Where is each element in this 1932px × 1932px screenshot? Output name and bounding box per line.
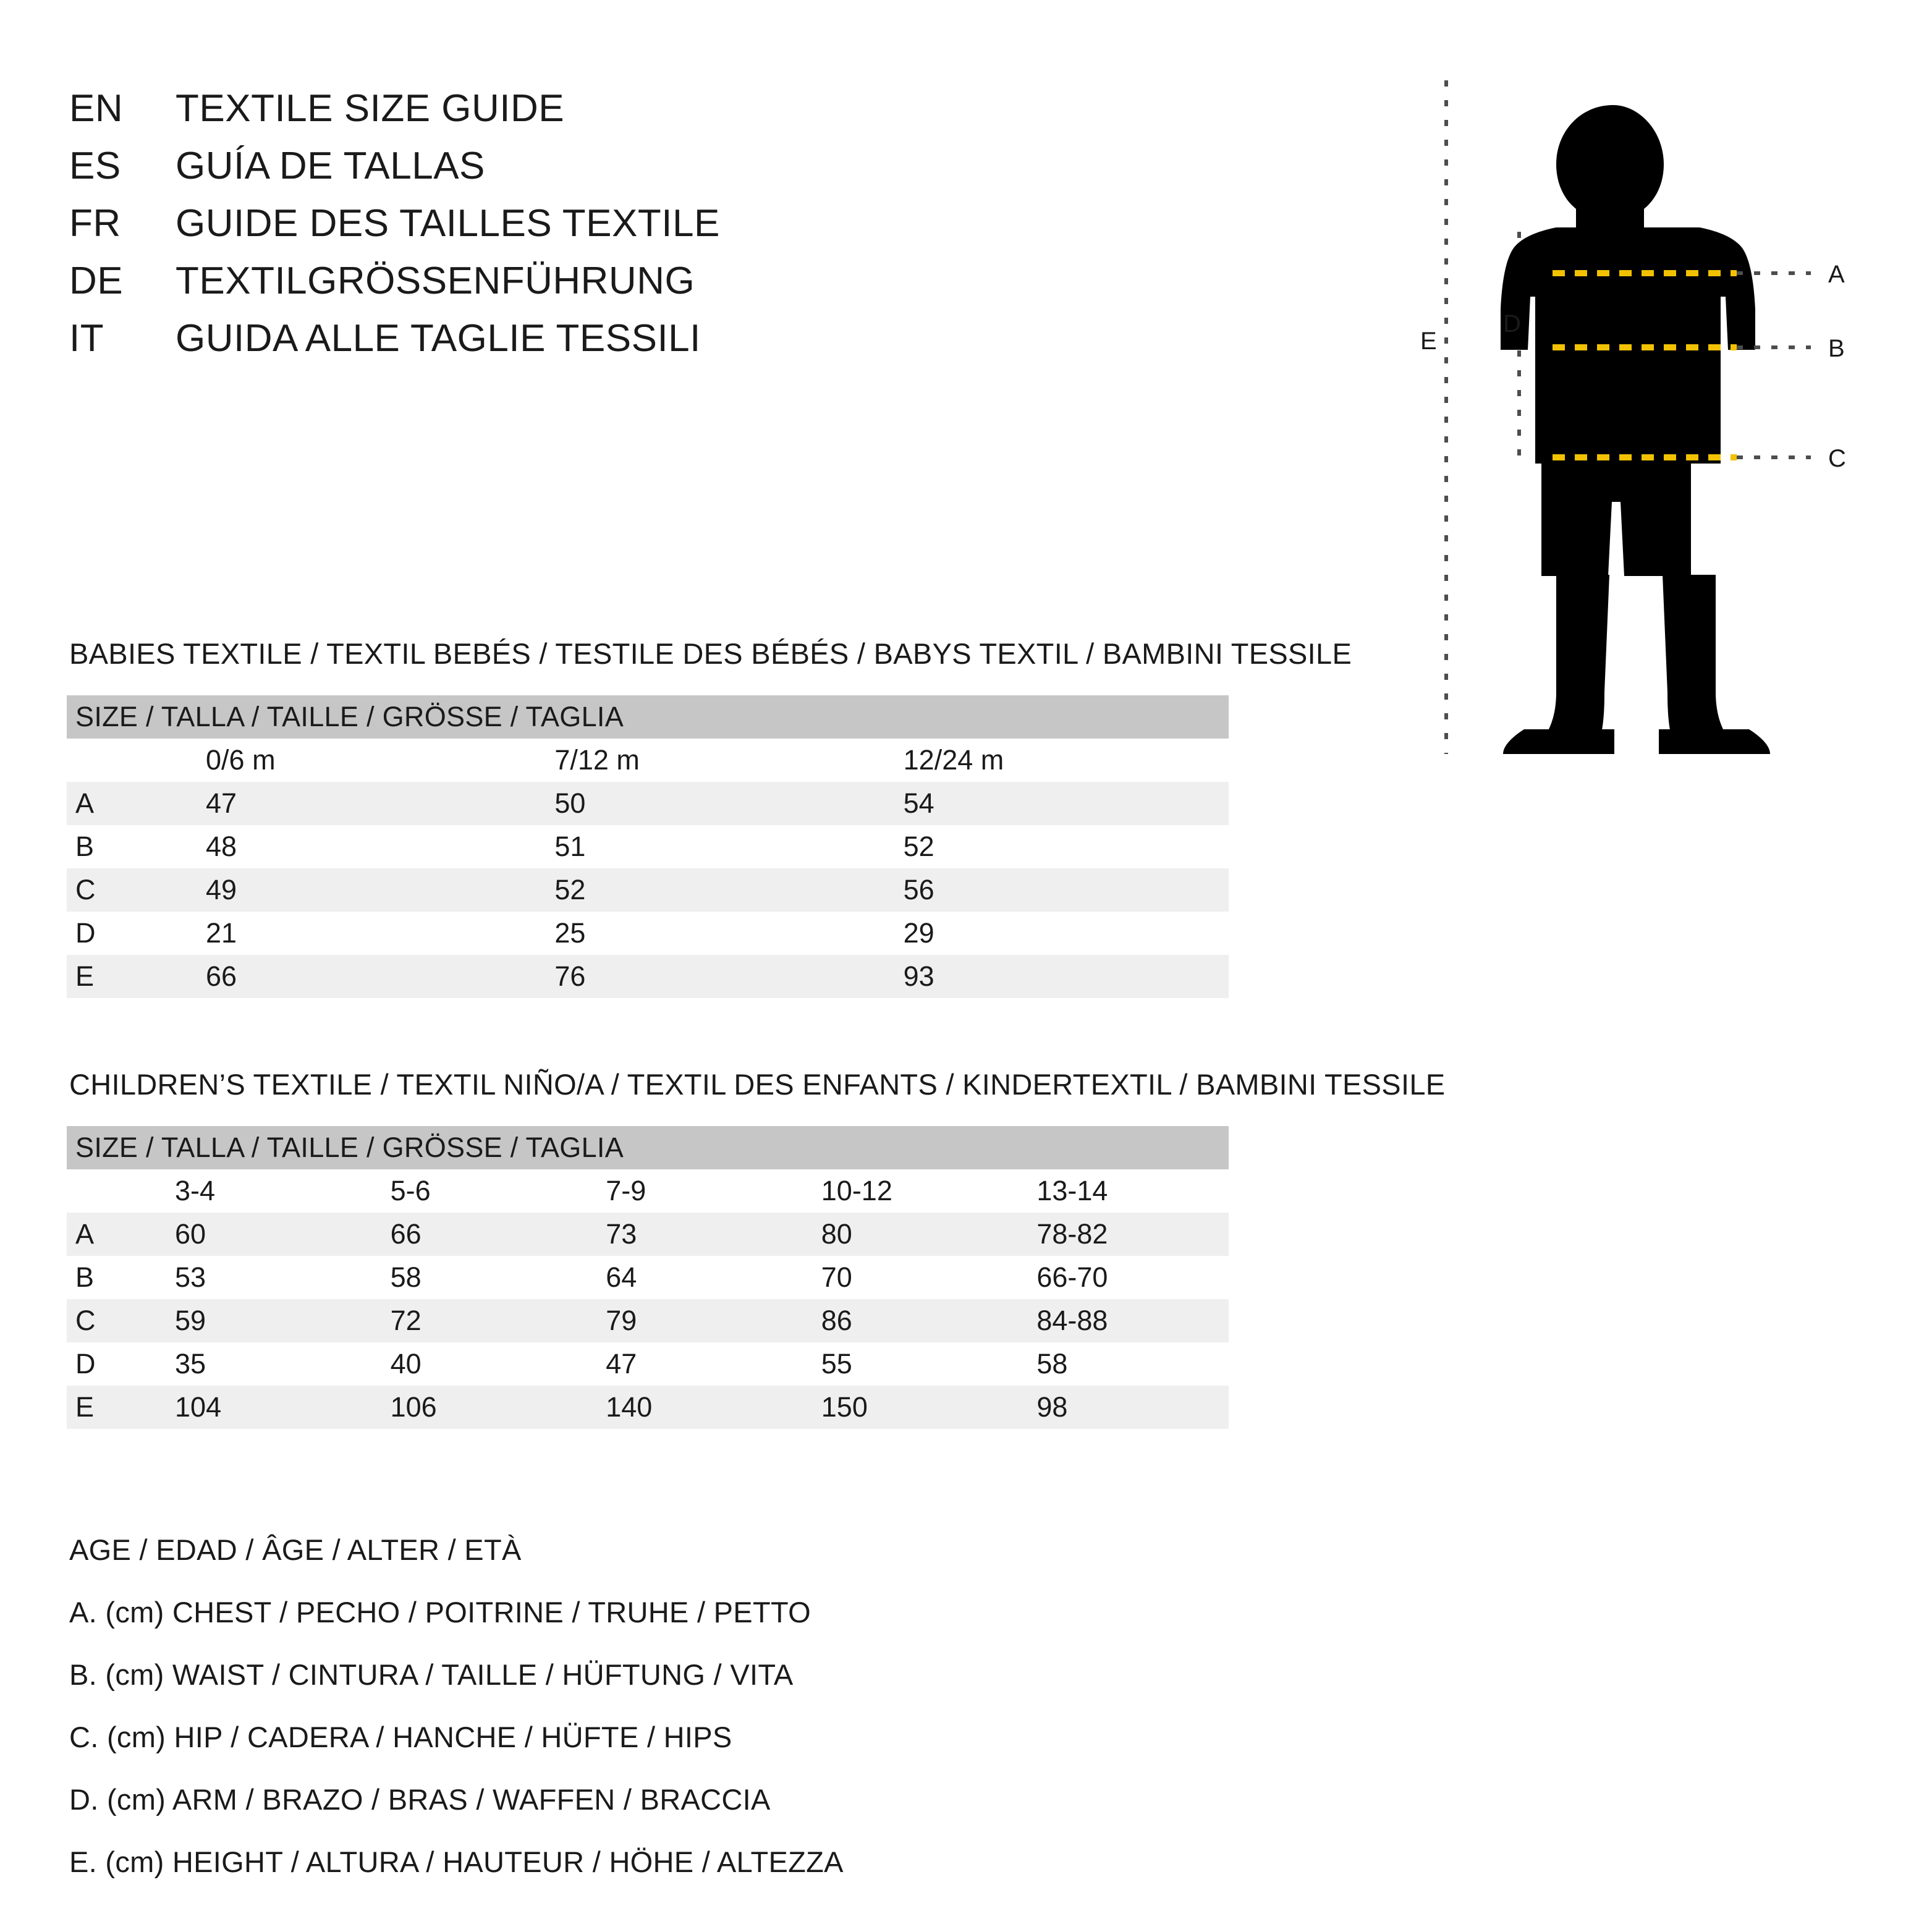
table-cell: 47 [182,782,531,825]
figure-label-b: B [1828,335,1845,362]
legend-line-arm: D. (cm) ARM / BRAZO / BRAS / WAFFEN / BRACCIA [69,1783,771,1816]
language-code: EN [69,87,124,130]
row-label: D [67,912,182,955]
table-cell: 55 [798,1342,1014,1386]
legend-line-age: AGE / EDAD / ÂGE / ALTER / ETÀ [69,1533,522,1566]
row-label: A [67,782,182,825]
babies-table-header: SIZE / TALLA / TAILLE / GRÖSSE / TAGLIA [67,695,1229,739]
table-cell: 66 [367,1213,583,1256]
table-cell: 49 [182,868,531,912]
table-cell: 72 [367,1299,583,1342]
column-header-label: 0/6 m [206,744,276,776]
figure-label-a: A [1828,261,1845,288]
table-cell: 25 [531,912,879,955]
figure-label-c: C [1828,445,1846,472]
table-cell: 52 [880,825,1229,868]
table-row [67,1256,1229,1299]
table-cell: 58 [367,1256,583,1299]
language-row [69,259,1244,303]
table-row [67,1213,1229,1256]
language-row [69,87,1244,130]
column-header: 5-6 [367,1169,583,1213]
table-cell: 40 [367,1342,583,1386]
table-row [67,1299,1229,1342]
table-cell: 93 [880,955,1229,998]
table-cell: 29 [880,912,1229,955]
table-column-row [67,739,1229,782]
babies-size-table [67,695,1229,998]
table-cell: 54 [880,782,1229,825]
table-row [67,825,1229,868]
table-cell: 86 [798,1299,1014,1342]
row-label: C [67,1299,151,1342]
table-cell: 80 [798,1213,1014,1256]
column-header-label: 7/12 m [554,744,640,776]
measurement-figure [1409,80,1879,766]
table-cell: 98 [1013,1386,1229,1429]
table-cell: 78-82 [1013,1213,1229,1256]
language-title-list [69,87,1244,374]
row-label: B [67,1256,151,1299]
measurement-legend [69,1533,1305,1907]
language-code: FR [69,202,121,245]
table-cell: 21 [182,912,531,955]
table-row [67,782,1229,825]
table-row [67,1342,1229,1386]
column-header: 3-4 [151,1169,367,1213]
table-cell: 58 [1013,1342,1229,1386]
table-cell: 60 [151,1213,367,1256]
table-cell: 64 [582,1256,798,1299]
table-cell: 47 [582,1342,798,1386]
figure-label-d: D [1503,310,1521,337]
table-cell: 51 [531,825,879,868]
table-row [67,1386,1229,1429]
corner-cell [67,1169,151,1213]
column-header-label: 12/24 m [903,744,1004,776]
figure-label-e: E [1420,328,1437,355]
legend-line-hip: C. (cm) HIP / CADERA / HANCHE / HÜFTE / HIPS [69,1721,732,1753]
children-section-title: CHILDREN’S TEXTILE / TEXTIL NIÑO/A / TEXTIL DES ENFANTS / KINDERTEXTIL / BAMBINI TESSILE [69,1068,1446,1101]
column-header: 13-14 [1013,1169,1229,1213]
table-cell: 150 [798,1386,1014,1429]
table-row [67,912,1229,955]
column-header [182,739,531,782]
table-cell: 76 [531,955,879,998]
column-header: 7-9 [582,1169,798,1213]
language-row [69,144,1244,188]
table-cell: 73 [582,1213,798,1256]
row-label: A [67,1213,151,1256]
language-code: ES [69,145,121,187]
table-cell: 79 [582,1299,798,1342]
language-code: DE [69,260,124,302]
legend-line-height: E. (cm) HEIGHT / ALTURA / HAUTEUR / HÖHE / ALTEZZA [69,1845,844,1878]
table-cell: 66 [182,955,531,998]
language-title: TEXTILE SIZE GUIDE [176,87,565,130]
table-cell: 70 [798,1256,1014,1299]
table-cell: 84-88 [1013,1299,1229,1342]
table-cell: 140 [582,1386,798,1429]
children-table-header: SIZE / TALLA / TAILLE / GRÖSSE / TAGLIA [67,1126,1229,1169]
language-title: GUIDA ALLE TAGLIE TESSILI [176,317,701,360]
language-code: IT [69,317,104,360]
table-column-row [67,1169,1229,1213]
table-cell: 50 [531,782,879,825]
table-cell: 66-70 [1013,1256,1229,1299]
table-cell: 48 [182,825,531,868]
row-label: E [67,955,182,998]
corner-cell [67,739,182,782]
legend-line-chest: A. (cm) CHEST / PECHO / POITRINE / TRUHE / PETTO [69,1596,811,1629]
language-row [69,201,1244,245]
language-row [69,316,1244,360]
row-label: C [67,868,182,912]
language-title: GUÍA DE TALLAS [176,145,485,187]
table-header-row [67,695,1229,739]
table-cell: 52 [531,868,879,912]
table-cell: 35 [151,1342,367,1386]
column-header [880,739,1229,782]
babies-section-title: BABIES TEXTILE / TEXTIL BEBÉS / TESTILE DES BÉBÉS / BABYS TEXTIL / BAMBINI TESSILE [69,637,1352,670]
language-title: TEXTILGRÖSSENFÜHRUNG [176,260,695,302]
column-header: 10-12 [798,1169,1014,1213]
language-title: GUIDE DES TAILLES TEXTILE [176,202,720,245]
table-cell: 104 [151,1386,367,1429]
table-cell: 59 [151,1299,367,1342]
row-label: B [67,825,182,868]
row-label: E [67,1386,151,1429]
table-cell: 53 [151,1256,367,1299]
column-header [531,739,879,782]
child-silhouette [1501,105,1770,754]
table-cell: 56 [880,868,1229,912]
children-size-table [67,1126,1229,1429]
legend-line-waist: B. (cm) WAIST / CINTURA / TAILLE / HÜFTUNG / VITA [69,1658,794,1691]
table-row [67,955,1229,998]
table-row [67,868,1229,912]
table-cell: 106 [367,1386,583,1429]
row-label: D [67,1342,151,1386]
table-header-row [67,1126,1229,1169]
